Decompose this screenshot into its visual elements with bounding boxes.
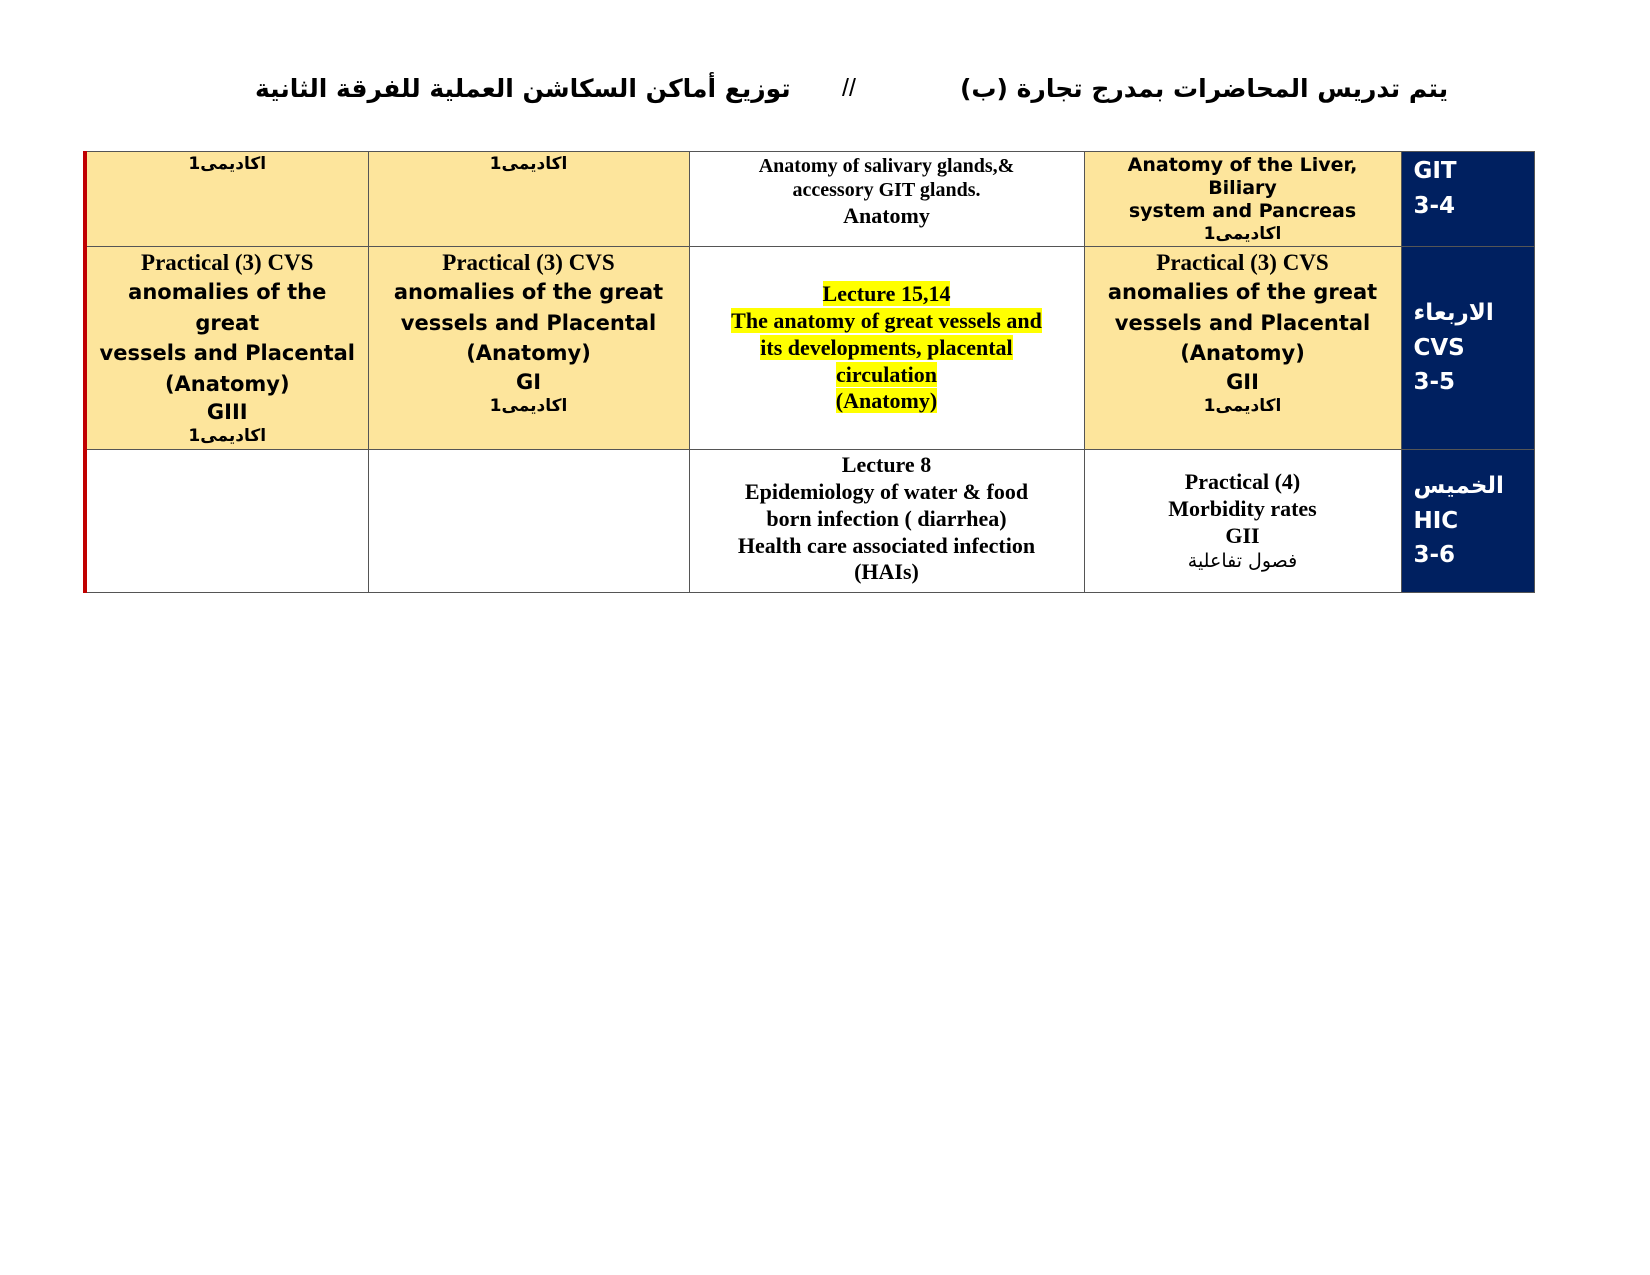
cell-line: anomalies of the great [393, 280, 664, 305]
schedule-cell [689, 450, 1084, 593]
cell-line: اكاديمى1 [489, 395, 568, 416]
cell-line: (Anatomy) [164, 371, 290, 396]
table-row [85, 450, 1534, 593]
cell-line: GIII [206, 400, 248, 425]
cell-line: اكاديمى1 [1203, 395, 1282, 416]
table-row [85, 152, 1534, 247]
cell-line: vessels and Placental [400, 310, 657, 335]
cell-line: اكاديمى1 [1203, 223, 1282, 244]
cell-line [696, 308, 1078, 335]
highlighted-text: The anatomy of great vessels and [731, 307, 1042, 333]
cell-line: GI [515, 369, 542, 394]
cell-line [696, 335, 1078, 362]
cell-line [696, 362, 1078, 389]
cell-line: GII [1226, 369, 1259, 394]
cell-line: (HAIs) [854, 559, 919, 585]
row-label-line: CVS [1413, 334, 1465, 361]
row-label-line: الخميس [1413, 473, 1504, 500]
cell-line: Anatomy [843, 202, 930, 228]
cell-line: (Anatomy) [1180, 341, 1305, 366]
row-label-hic [1401, 450, 1534, 593]
row-label-line: GIT [1413, 158, 1457, 184]
row-label-git [1401, 152, 1534, 247]
cell-line: اكاديمى1 [489, 154, 568, 174]
cell-line: Epidemiology of water & food [744, 478, 1029, 504]
cell-line: فصول تفاعلية [1187, 549, 1298, 572]
cell-line: vessels and Placental [1114, 310, 1371, 335]
cell-line: GII [1225, 522, 1260, 548]
schedule-cell [85, 247, 368, 450]
row-label-cvs [1401, 247, 1534, 450]
cell-line: Lecture 8 [841, 452, 932, 478]
row-label-line: HIC [1413, 507, 1459, 534]
row-label-line: 3-4 [1413, 192, 1456, 219]
schedule-cell [689, 247, 1084, 450]
cell-line: (Anatomy) [466, 341, 591, 366]
cell-line: اكاديمى1 [188, 426, 267, 447]
cell-line [696, 388, 1078, 415]
cell-line: born infection ( diarrhea) [766, 505, 1007, 531]
cell-line: Anatomy of salivary glands,& [758, 155, 1015, 177]
table-row [85, 247, 1534, 450]
highlighted-text: Lecture 15,14 [822, 281, 951, 307]
schedule-cell [85, 152, 368, 247]
header-separator: // [842, 74, 856, 102]
header-left-title: توزيع أماكن السكاشن العملية للفرقة الثانية [255, 74, 791, 103]
cell-line: vessels and Placental [99, 341, 355, 366]
cell-line: Morbidity rates [1168, 496, 1317, 522]
schedule-cell [1084, 152, 1401, 247]
schedule-table [83, 151, 1535, 593]
cell-line: anomalies of the great [1107, 280, 1378, 305]
cell-line: Health care associated infection [737, 532, 1036, 558]
cell-line: Practical (3) CVS [141, 250, 314, 276]
schedule-cell [1084, 247, 1401, 450]
schedule-cell [368, 152, 689, 247]
highlighted-text: its developments, placental [760, 334, 1013, 360]
cell-line: Practical (4) [1184, 469, 1301, 495]
cell-line: Practical (3) CVS [1156, 250, 1329, 276]
cell-line: anomalies of the great [128, 280, 327, 335]
schedule-cell [368, 247, 689, 450]
schedule-cell-empty [85, 450, 368, 593]
cell-line: accessory GIT glands. [792, 179, 981, 202]
row-label-line: 3-5 [1413, 369, 1456, 396]
schedule-cell [689, 152, 1084, 247]
row-label-line: 3-6 [1413, 542, 1456, 569]
header-right-title: يتم تدريس المحاضرات بمدرج تجارة (ب) [960, 74, 1449, 103]
cell-line: system and Pancreas [1128, 200, 1357, 223]
highlighted-text: circulation [835, 361, 938, 387]
page-header [0, 74, 1650, 114]
cell-line: Practical (3) CVS [442, 250, 615, 276]
schedule-cell [1084, 450, 1401, 593]
cell-line [696, 281, 1078, 308]
cell-line: Anatomy of the Liver, Biliary [1127, 154, 1358, 200]
cell-line: اكاديمى1 [188, 154, 267, 174]
row-label-line: الاربعاء [1413, 300, 1494, 327]
schedule-cell-empty [368, 450, 689, 593]
highlighted-text: (Anatomy) [835, 388, 938, 414]
